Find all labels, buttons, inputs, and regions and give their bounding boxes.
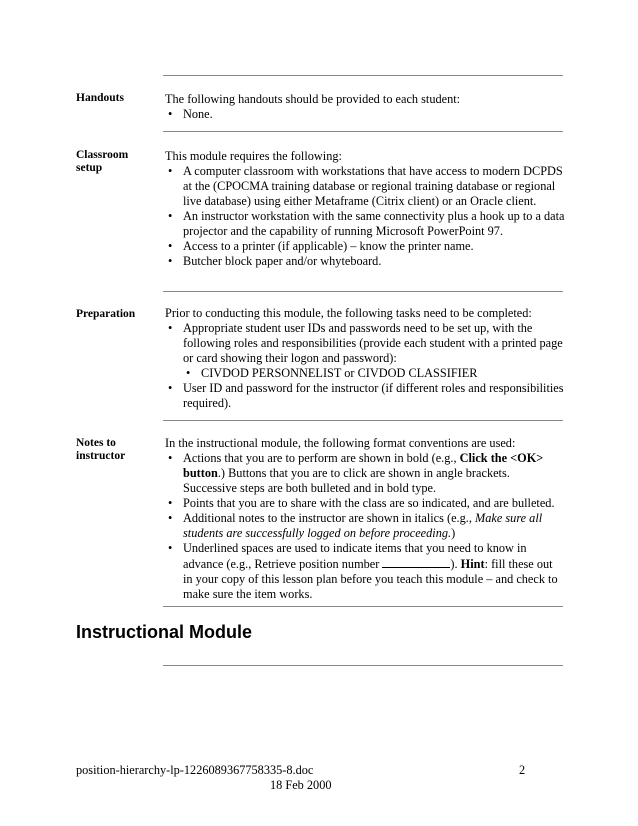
footer-date: 18 Feb 2000 (270, 778, 332, 792)
text: : fill these out in your copy of this lesson plan before you teach this module – and check to make sure the item works. (183, 557, 558, 601)
classroom-setup-label (76, 149, 160, 175)
list-item: • None. (165, 107, 565, 122)
text: Additional notes to the instructor are shown in italics (e.g., (183, 511, 475, 525)
sub-list-item: • CIVDOD PERSONNELIST or CIVDOD CLASSIFIER (165, 366, 565, 381)
text: Underlined spaces are used to indicate items that you need to know in advance (e.g., Retrieve position number (183, 541, 527, 571)
list-item: • Access to a printer (if applicable) – know the printer name. (165, 239, 565, 254)
divider (163, 291, 563, 292)
list-item-text: Appropriate student user IDs and passwords need to be set up, with the following roles and responsibilities (provide each student with a printed page or card showing their logon and password): (183, 321, 563, 365)
classroom-setup-section (165, 149, 565, 269)
preparation-label: Preparation (76, 308, 136, 320)
italic-example: Make sure all students are successfully logged on before proceeding. (183, 511, 543, 540)
handouts-section (165, 92, 565, 122)
hint-label: Hint (460, 557, 485, 571)
text: Actions that you are to perform are shown in bold (e.g., (183, 451, 460, 465)
bold-example: Click the <OK> button (183, 451, 544, 480)
classroom-intro: This module requires the following: (165, 149, 342, 163)
preparation-section (165, 306, 565, 411)
text: ) (451, 526, 456, 540)
notes-to-instructor-label (76, 437, 160, 463)
list-item: • A computer classroom with workstations that have access to modern DCPDS at the (CPOCMA training database or regional training database or regional live database) using either Metaframe (Citrix client) or an Oracle client. (165, 164, 565, 209)
divider (163, 606, 563, 607)
footer-filename: position-hierarchy-lp-1226089367758335-8.doc (76, 763, 314, 777)
list-item (165, 511, 565, 541)
list-item (165, 541, 565, 602)
list-item (165, 451, 565, 496)
text: .) Buttons that you are to click are shown in angle brackets. Successive steps are both bulleted and in bold type. (183, 466, 510, 495)
handouts-intro: The following handouts should be provided to each student: (165, 92, 461, 106)
label-line: instructor (76, 450, 126, 462)
divider (163, 131, 563, 132)
label-line: setup (76, 162, 103, 174)
label-line: Notes to (76, 437, 116, 449)
notes-intro: In the instructional module, the following format conventions are used: (165, 436, 516, 450)
handouts-label: Handouts (76, 92, 124, 104)
divider (163, 75, 563, 76)
footer-page-number: 2 (519, 763, 526, 777)
list-item: • Points that you are to share with the class are so indicated, and are bulleted. (165, 496, 565, 511)
section-heading: Instructional Module (76, 622, 253, 642)
divider (163, 665, 563, 666)
text: ). (450, 557, 461, 571)
list-item: • User ID and password for the instructor (if different roles and responsibilities required). (165, 381, 565, 411)
preparation-intro: Prior to conducting this module, the following tasks need to be completed: (165, 306, 532, 320)
list-item (165, 321, 565, 381)
list-item: • An instructor workstation with the same connectivity plus a hook up to a data projector and the capability of running Microsoft PowerPoint 97. (165, 209, 565, 239)
list-item: • Butcher block paper and/or whyteboard. (165, 254, 565, 269)
label-line: Classroom (76, 149, 129, 161)
divider (163, 420, 563, 421)
underlined-blank (382, 556, 450, 568)
notes-section (165, 436, 565, 602)
